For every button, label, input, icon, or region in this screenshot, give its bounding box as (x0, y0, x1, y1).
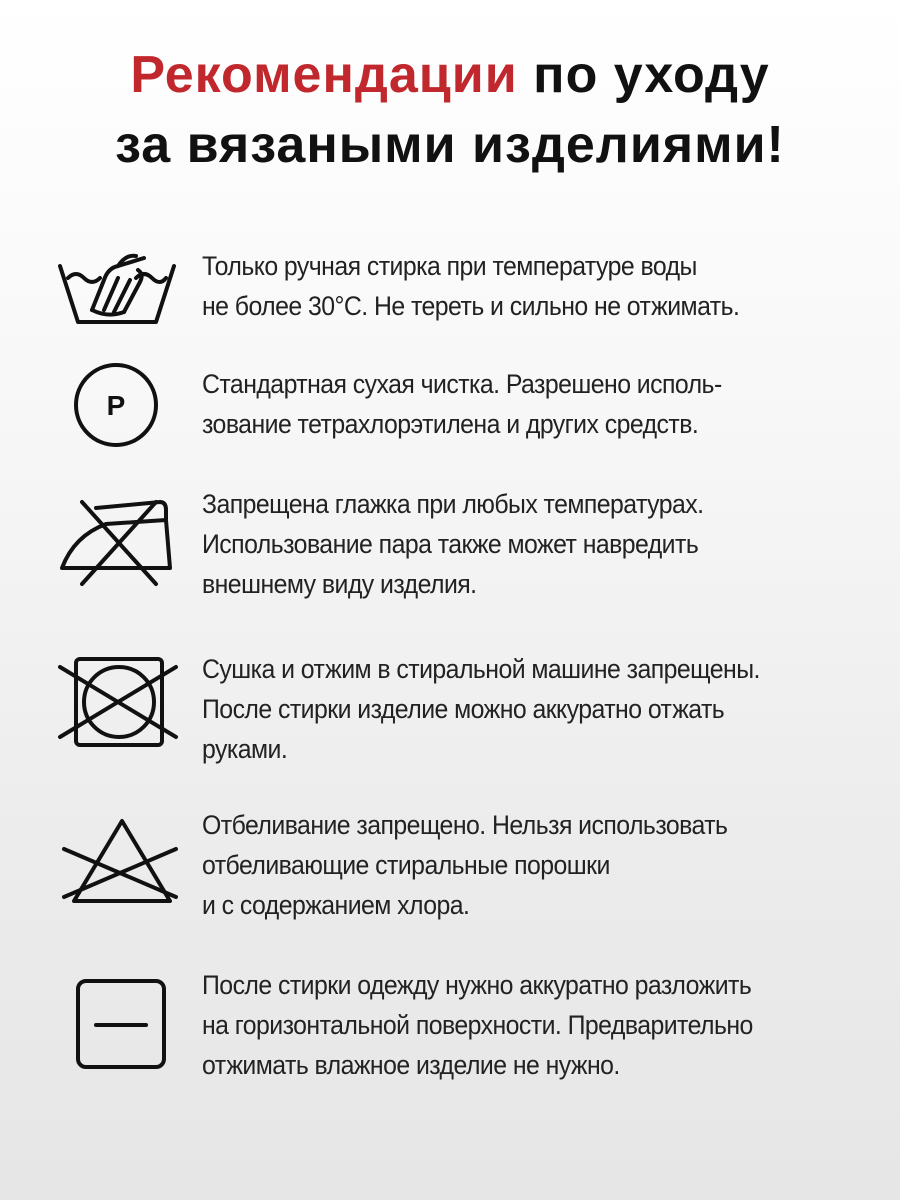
page-title (0, 40, 900, 180)
no-tumble-dry-icon (52, 645, 180, 755)
care-item-text (202, 805, 828, 925)
care-item-text (202, 649, 828, 769)
no-iron-icon (52, 480, 180, 590)
title-accent: Рекомендации (130, 46, 518, 104)
care-line: руками. (202, 734, 288, 764)
care-line: Запрещена глажка при любых температурах. (202, 489, 704, 519)
care-item-text (202, 246, 828, 326)
care-line: на горизонтальной поверхности. Предварительно (202, 1010, 753, 1040)
care-line: Сушка и отжим в стиральной машине запрещены. (202, 654, 760, 684)
title-rest: по уходу (533, 46, 770, 104)
care-item-text (202, 965, 828, 1085)
care-line: Использование пара также может навредить (202, 529, 699, 559)
care-line: Отбеливание запрещено. Нельзя использовать (202, 810, 728, 840)
title-line-2: за вязаными изделиями! (115, 116, 785, 174)
title-line-1 (0, 40, 900, 110)
care-item-text (202, 484, 828, 604)
care-line: После стирки изделие можно аккуратно отжать (202, 694, 725, 724)
care-line: внешнему виду изделия. (202, 569, 477, 599)
care-line: Только ручная стирка при температуре воды (202, 251, 697, 281)
care-line: и с содержанием хлора. (202, 890, 470, 920)
care-line: После стирки одежду нужно аккуратно разложить (202, 970, 752, 1000)
care-line: зование тетрахлорэтилена и других средств. (202, 409, 699, 439)
care-line: Стандартная сухая чистка. Разрешено исполь- (202, 369, 722, 399)
dry-flat-icon (52, 965, 180, 1075)
care-item-text (202, 364, 828, 444)
care-line: отбеливающие стиральные порошки (202, 850, 610, 880)
no-bleach-icon (52, 805, 180, 915)
care-line: не более 30°С. Не тереть и сильно не отжимать. (202, 291, 740, 321)
care-line: отжимать влажное изделие не нужно. (202, 1050, 620, 1080)
hand-wash-icon (52, 240, 180, 350)
dry-clean-p-icon (52, 350, 180, 460)
dry-clean-letter: P (106, 390, 126, 421)
